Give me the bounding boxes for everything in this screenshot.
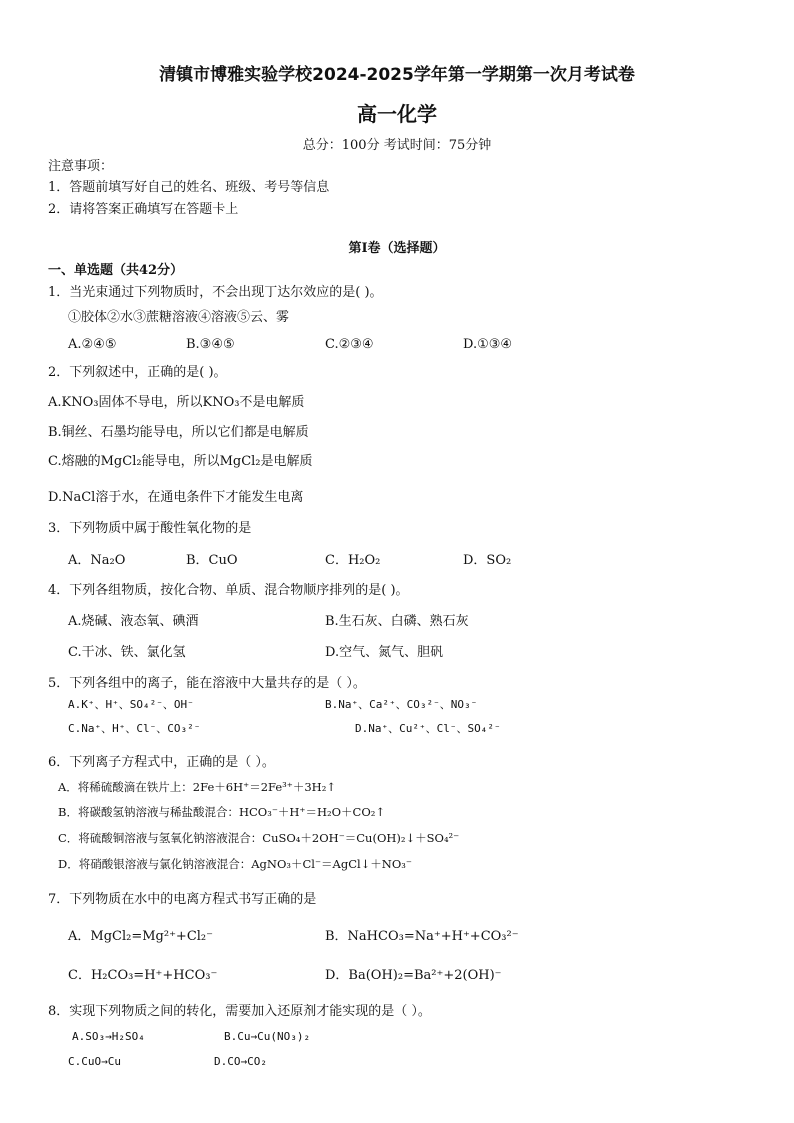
question-stem: 2．下列叙述中，正确的是( )。 [48, 365, 227, 380]
option: A.烧碱、液态氧、碘酒 [68, 614, 199, 629]
question-stem: 6．下列离子方程式中，正确的是（ ）。 [48, 755, 275, 770]
note-item: 1．答题前填写好自己的姓名、班级、考号等信息 [48, 180, 330, 195]
question-stem: 8．实现下列物质之间的转化，需要加入还原剂才能实现的是（ ）。 [48, 1004, 431, 1019]
question-stem: 3．下列物质中属于酸性氧化物的是 [48, 521, 252, 536]
subject-title: 高一化学 [357, 102, 437, 126]
option: D．将硝酸银溶液与氯化钠溶液混合：AgNO₃＋Cl⁻＝AgCl↓＋NO₃⁻ [58, 857, 412, 871]
option: B．将碳酸氢钠溶液与稀盐酸混合：HCO₃⁻＋H⁺＝H₂O＋CO₂↑ [58, 805, 386, 819]
option: A．将稀硫酸滴在铁片上：2Fe＋6H⁺＝2Fe³⁺＋3H₂↑ [58, 780, 336, 794]
notes-heading: 注意事项： [48, 159, 114, 174]
option: D.空气、氮气、胆矾 [325, 645, 444, 660]
option: B．CuO [186, 553, 238, 568]
option: C.熔融的MgCl₂能导电，所以MgCl₂是电解质 [48, 454, 313, 469]
option: D.Na⁺、Cu²⁺、Cl⁻、SO₄²⁻ [355, 722, 501, 735]
option: B.铜丝、石墨均能导电，所以它们都是电解质 [48, 425, 309, 440]
option: A．Na₂O [68, 553, 126, 568]
question-stem: 4．下列各组物质，按化合物、单质、混合物顺序排列的是( )。 [48, 583, 409, 598]
option: C．H₂CO₃=H⁺+HCO₃⁻ [68, 968, 218, 983]
option: D.CO→CO₂ [214, 1055, 267, 1068]
option: A.KNO₃固体不导电，所以KNO₃不是电解质 [48, 395, 305, 410]
option: B．NaHCO₃=Na⁺+H⁺+CO₃²⁻ [325, 929, 519, 944]
option: C.干冰、铁、氯化氢 [68, 645, 186, 660]
option: D.NaCl溶于水，在通电条件下才能发生电离 [48, 490, 304, 505]
note-item: 2．请将答案正确填写在答题卡上 [48, 202, 239, 217]
option: C．将硫酸铜溶液与氢氧化钠溶液混合：CuSO₄＋2OH⁻＝Cu(OH)₂↓＋SO₄²⁻ [58, 831, 460, 845]
option: C.Na⁺、H⁺、Cl⁻、CO₃²⁻ [68, 722, 201, 735]
section-title: 一、单选题（共42分） [48, 263, 184, 278]
option: A．MgCl₂=Mg²⁺+Cl₂⁻ [68, 929, 214, 944]
question-stem: 5．下列各组中的离子，能在溶液中大量共存的是（ ）。 [48, 676, 366, 691]
exam-title: 清镇市博雅实验学校2024-2025学年第一学期第一次月考试卷 [159, 65, 635, 85]
part-title: 第I卷（选择题） [348, 241, 446, 256]
option: B.Cu→Cu(NO₃)₂ [224, 1030, 311, 1043]
option: D．SO₂ [463, 553, 512, 568]
option: B.生石灰、白磷、熟石灰 [325, 614, 469, 629]
question-stem: 7．下列物质在水中的电离方程式书写正确的是 [48, 892, 317, 907]
option: D.①③④ [463, 337, 513, 352]
option: B.③④⑤ [186, 337, 235, 352]
option: A.②④⑤ [68, 337, 117, 352]
option: A.K⁺、H⁺、SO₄²⁻、OH⁻ [68, 698, 194, 711]
option: B.Na⁺、Ca²⁺、CO₃²⁻、NO₃⁻ [325, 698, 478, 711]
option: C.CuO→Cu [68, 1055, 121, 1068]
option: C.②③④ [325, 337, 374, 352]
exam-meta: 总分：100分 考试时间：75分钟 [302, 138, 492, 153]
question-materials: ①胶体②水③蔗糖溶液④溶液⑤云、雾 [68, 310, 290, 325]
option: A.SO₃→H₂SO₄ [72, 1030, 145, 1043]
question-stem: 1．当光束通过下列物质时，不会出现丁达尔效应的是( )。 [48, 285, 383, 300]
option: D．Ba(OH)₂=Ba²⁺+2(OH)⁻ [325, 968, 502, 983]
option: C．H₂O₂ [325, 553, 381, 568]
